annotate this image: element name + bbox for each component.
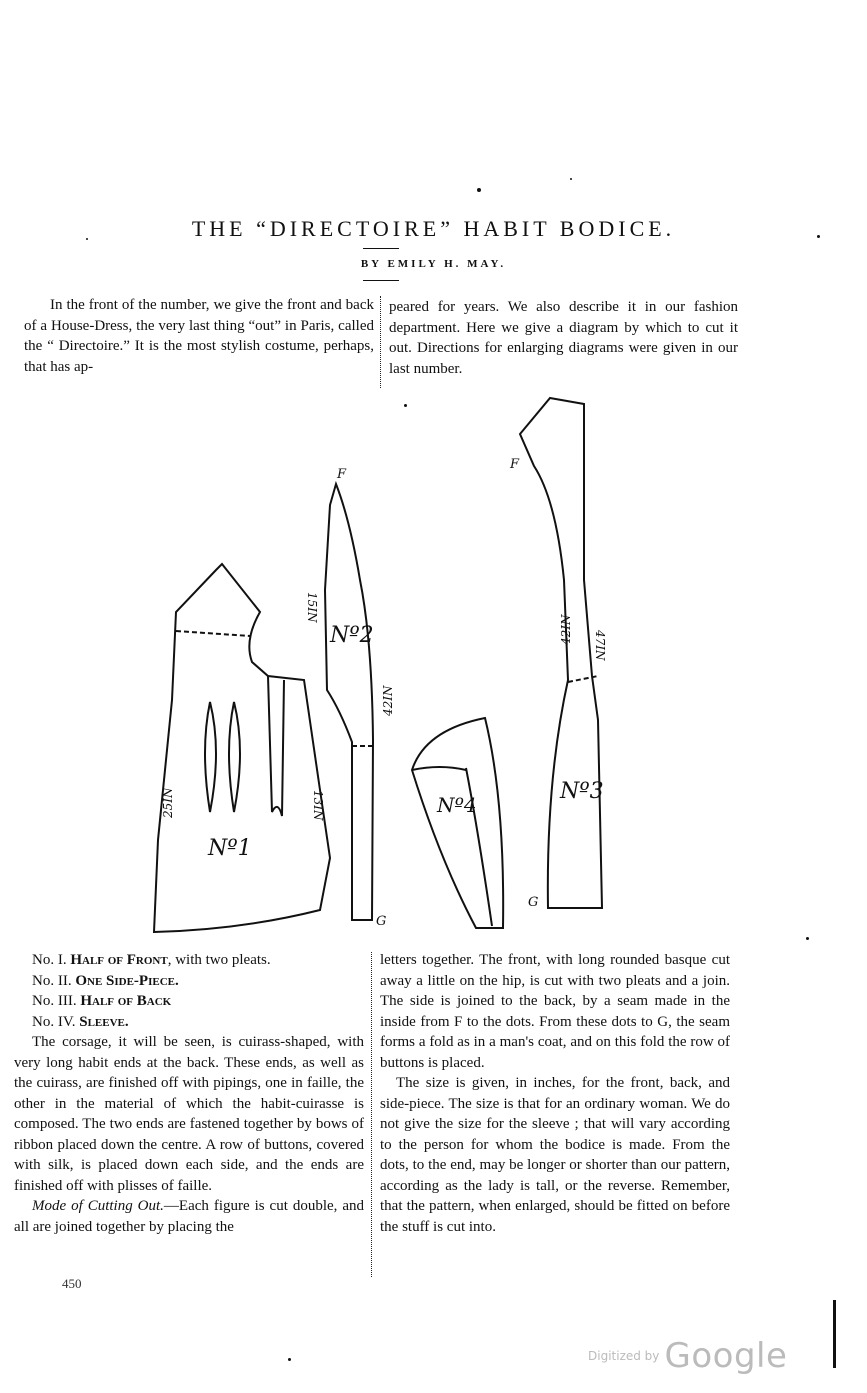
scan-speck	[570, 178, 572, 180]
pattern-diagram	[0, 380, 867, 940]
measure-25in: 25IN	[161, 787, 175, 818]
list-item: No. II. One Side-Piece.	[32, 972, 179, 989]
intro-right-text: peared for years. We also describe it in our fashion department. Here we give a diagram by which to cut it out. Directions for enlarging diagrams were given in our last number.	[389, 299, 738, 377]
digitized-watermark: Digitized by Google	[588, 1336, 788, 1376]
label-g-side: G	[376, 914, 387, 929]
pattern-piece-side	[305, 467, 395, 929]
list-item: No. I. Half of Front, with two pleats.	[32, 952, 271, 968]
label-no4: Nº4	[437, 793, 477, 817]
page-number: 450	[62, 1276, 82, 1291]
label-g-back: G	[528, 895, 539, 910]
byline: BY EMILY H. MAY.	[360, 258, 507, 270]
body-paragraph: The size is given, in inches, for the front, back, and side-piece. The size is that for an ordinary woman. We do not give the size for the sleeve ; that will vary according to the person for whom the bodice is made. From the dots, to the end, may be longer or shorter than our pattern, according as the lady is tall, or the reverse. Remember, that the pattern, when enlarged, should be fitted on before the stuff is cut into.	[380, 1075, 730, 1235]
body-paragraph: The corsage, it will be seen, is cuirass-shaped, with very long habit ends at the back. These ends, as well as the cuirass, are finished off with pipings, one in faille, the other in the material of which the habit-cuirasse is composed. The two ends are fastened together by bows of ribbon placed down the centre. A row of buttons, covered with silk, is placed down each side, and the ends are finished off with plisses of faille.	[14, 1034, 364, 1194]
label-no1: Nº1	[208, 836, 252, 861]
scan-speck	[806, 937, 809, 940]
scan-speck	[404, 404, 407, 407]
measure-42in-side: 42IN	[381, 685, 395, 716]
scan-speck	[288, 1358, 291, 1361]
body-column-divider	[371, 952, 372, 1277]
scan-edge-mark	[833, 1300, 836, 1368]
label-f-back: F	[510, 457, 520, 472]
measure-42in-back: 42IN	[559, 614, 573, 645]
label-no2: Nº2	[330, 623, 374, 648]
scan-speck	[817, 235, 820, 238]
label-f-side: F	[337, 467, 347, 482]
list-item: No. III. Half of Back	[32, 993, 172, 1009]
body-right-column	[380, 950, 730, 1237]
byline-rule	[363, 280, 399, 281]
pattern-piece-front	[154, 564, 330, 932]
page-title: THE “DIRECTOIRE” HABIT BODICE.	[191, 216, 676, 241]
intro-column-divider	[380, 296, 381, 388]
scan-speck	[477, 188, 481, 192]
list-item: No. IV. Sleeve.	[32, 1013, 129, 1030]
body-left-column	[14, 950, 364, 1237]
body-paragraph: letters together. The front, with long rounded basque cut away a little on the hip, is cut with two pleats and a join. The side is joined to the back, by a seam made in the inside from F to the dots. From these dots to G, the seam forms a fold as in a man's coat, and on this fold the row of buttons is placed.	[380, 952, 730, 1071]
measure-47in: 47IN	[593, 630, 607, 661]
scan-speck	[86, 238, 88, 240]
intro-left-column	[24, 295, 374, 377]
intro-left-text: In the front of the number, we give the front and back of a House-Dress, the very last thing “out” in Paris, called the “ Directoire.” It is the most stylish costume, perhaps, that has ap-	[24, 297, 374, 375]
measure-13in: 13IN	[311, 790, 325, 821]
measure-15in: 15IN	[305, 592, 319, 623]
title-rule	[363, 248, 399, 249]
subheading: Mode of Cutting Out.	[32, 1198, 164, 1214]
intro-right-column	[389, 297, 738, 379]
body-paragraph: Mode of Cutting Out.—Each figure is cut double, and all are joined together by placing the	[14, 1198, 365, 1235]
label-no3: Nº3	[560, 779, 604, 804]
pattern-piece-back	[509, 398, 607, 910]
pattern-piece-sleeve	[412, 718, 503, 928]
